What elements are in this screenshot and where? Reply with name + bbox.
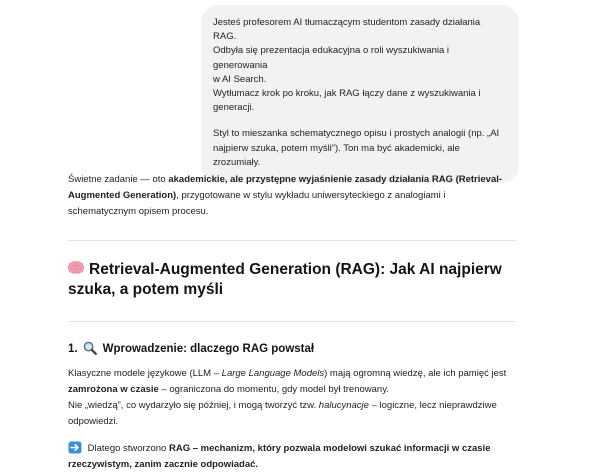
user-message-line: Jesteś profesorem AI tłumaczącym studentom zasady działania RAG. bbox=[213, 17, 481, 43]
divider bbox=[68, 321, 516, 322]
user-message-bubble bbox=[201, 5, 519, 183]
body-italic: halucynacje bbox=[318, 400, 369, 411]
body-text: – ograniczona do momentu, gdy model był trenowany. bbox=[158, 384, 389, 395]
body-bold: zamrożona w czasie bbox=[68, 384, 159, 395]
user-message-paragraph bbox=[213, 16, 505, 115]
intro-bold: akademickie, ale przystępne wyjaśnienie zasady działania RAG (Retrieval-Augmented Generation) bbox=[68, 174, 503, 201]
divider bbox=[68, 240, 516, 241]
intro-paragraph bbox=[68, 172, 516, 220]
body-text: Klasyczne modele językowe (LLM – bbox=[68, 368, 222, 379]
user-message-line: w AI Search. bbox=[213, 73, 267, 85]
user-message-line: zrozumiały. bbox=[213, 156, 261, 168]
body-text: Nie „wiedzą”, co wydarzyło się później, i mogą tworzyć tzw. bbox=[68, 400, 319, 411]
section1-heading bbox=[68, 341, 516, 357]
user-message-line: najpierw szuka, potem myśli”). Ton ma być akademicki, ale bbox=[213, 142, 460, 154]
magnifying-glass-icon bbox=[83, 341, 97, 355]
section1-number: 1. bbox=[68, 343, 78, 355]
user-message-line: Odbyła się prezentacja edukacyjna o roli wyszukiwania i generowania bbox=[213, 45, 450, 71]
main-heading-text: Retrieval-Augmented Generation (RAG): Jak AI najpierw szuka, a potem myśli bbox=[68, 261, 502, 298]
intro-text: , przygotowane w stylu wykładu uniwersyteckiego z analogiami i schematycznym opisem procesu. bbox=[68, 190, 446, 217]
section1-title: Wprowadzenie: dlaczego RAG powstał bbox=[102, 343, 315, 355]
user-message-line: Wytłumacz krok po kroku, jak RAG łączy dane z wyszukiwania i bbox=[213, 88, 481, 100]
right-arrow-box-icon bbox=[68, 441, 82, 454]
section1-paragraph bbox=[68, 441, 516, 473]
main-heading bbox=[68, 260, 516, 300]
intro-text: Świetne zadanie — oto bbox=[68, 174, 169, 185]
body-bold: RAG – mechanizm, który pozwala modelowi szukać informacji w czasie rzeczywistym, zanim zacznie odpowiadać. bbox=[68, 443, 491, 470]
user-message-line: Styl to mieszanka schematycznego opisu i prostych analogii (np. „AI bbox=[213, 128, 500, 140]
brain-icon bbox=[68, 261, 84, 274]
user-message-paragraph bbox=[213, 127, 505, 170]
assistant-response bbox=[68, 172, 516, 473]
user-message-line: generacji. bbox=[213, 102, 255, 114]
body-text: – logiczne, lecz nieprawdziwe odpowiedzi. bbox=[68, 400, 497, 427]
body-italic: Large Language Models bbox=[221, 368, 325, 379]
body-text: ) mają ogromną wiedzę, ale ich pamięć jest bbox=[324, 368, 507, 379]
body-text: Dlatego stworzono bbox=[85, 443, 169, 454]
section1-paragraph bbox=[68, 366, 516, 430]
